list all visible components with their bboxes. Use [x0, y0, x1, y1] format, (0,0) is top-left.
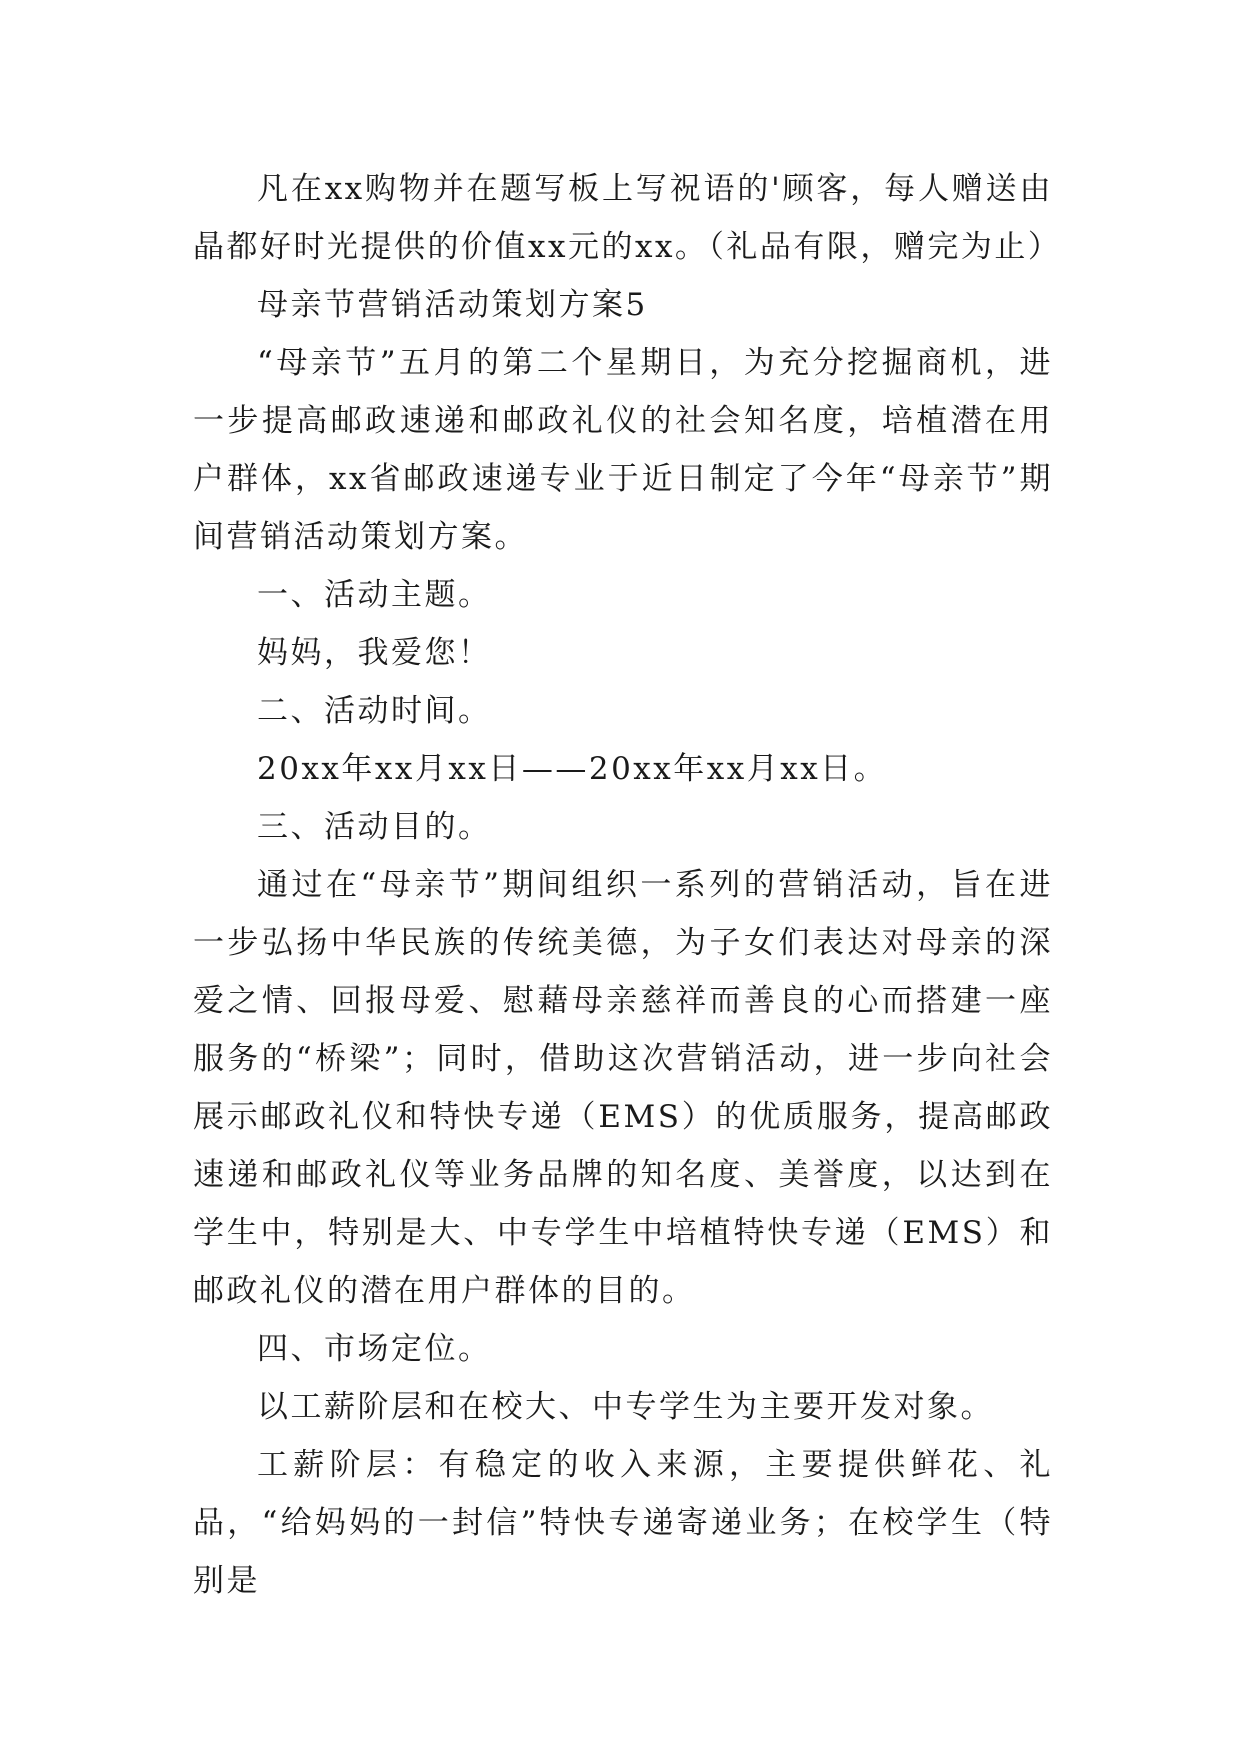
paragraph-intro: “母亲节”五月的第二个星期日，为充分挖掘商机，进一步提高邮政速递和邮政礼仪的社会知名度，培植潜在用户群体，xx省邮政速递专业于近日制定了今年“母亲节”期间营销活动策划方案。	[193, 345, 1053, 555]
heading-activity-theme: 一、活动主题。	[257, 577, 492, 613]
document-body	[193, 160, 1062, 1610]
paragraph-time: 20xx年xx月xx日——20xx年xx月xx日。	[257, 751, 888, 787]
paragraph-purpose: 通过在“母亲节”期间组织一系列的营销活动，旨在进一步弘扬中华民族的传统美德，为子女们表达对母亲的深爱之情、回报母爱、慰藉母亲慈祥而善良的心而搭建一座服务的“桥梁”；同时，借助这次营销活动，进一步向社会展示邮政礼仪和特快专递（EMS）的优质服务，提高邮政速递和邮政礼仪等业务品牌的知名度、美誉度，以达到在学生中，特别是大、中专学生中培植特快专递（EMS）和邮政礼仪的潜在用户群体的目的。	[193, 867, 1053, 1309]
heading-activity-time: 二、活动时间。	[257, 693, 492, 729]
paragraph-theme: 妈妈，我爱您！	[257, 635, 492, 671]
heading-activity-purpose: 三、活动目的。	[257, 809, 492, 845]
paragraph-target: 以工薪阶层和在校大、中专学生为主要开发对象。	[257, 1389, 994, 1425]
paragraph-working-class: 工薪阶层：有稳定的收入来源，主要提供鲜花、礼品，“给妈妈的一封信”特快专递寄递业务；在校学生（特别是	[193, 1447, 1053, 1599]
paragraph-gift-offer: 凡在xx购物并在题写板上写祝语的'顾客，每人赠送由晶都好时光提供的价值xx元的xx。（礼品有限，赠完为止）	[193, 171, 1062, 265]
section-title-plan-5: 母亲节营销活动策划方案5	[257, 287, 648, 323]
heading-market-position: 四、市场定位。	[257, 1331, 492, 1367]
